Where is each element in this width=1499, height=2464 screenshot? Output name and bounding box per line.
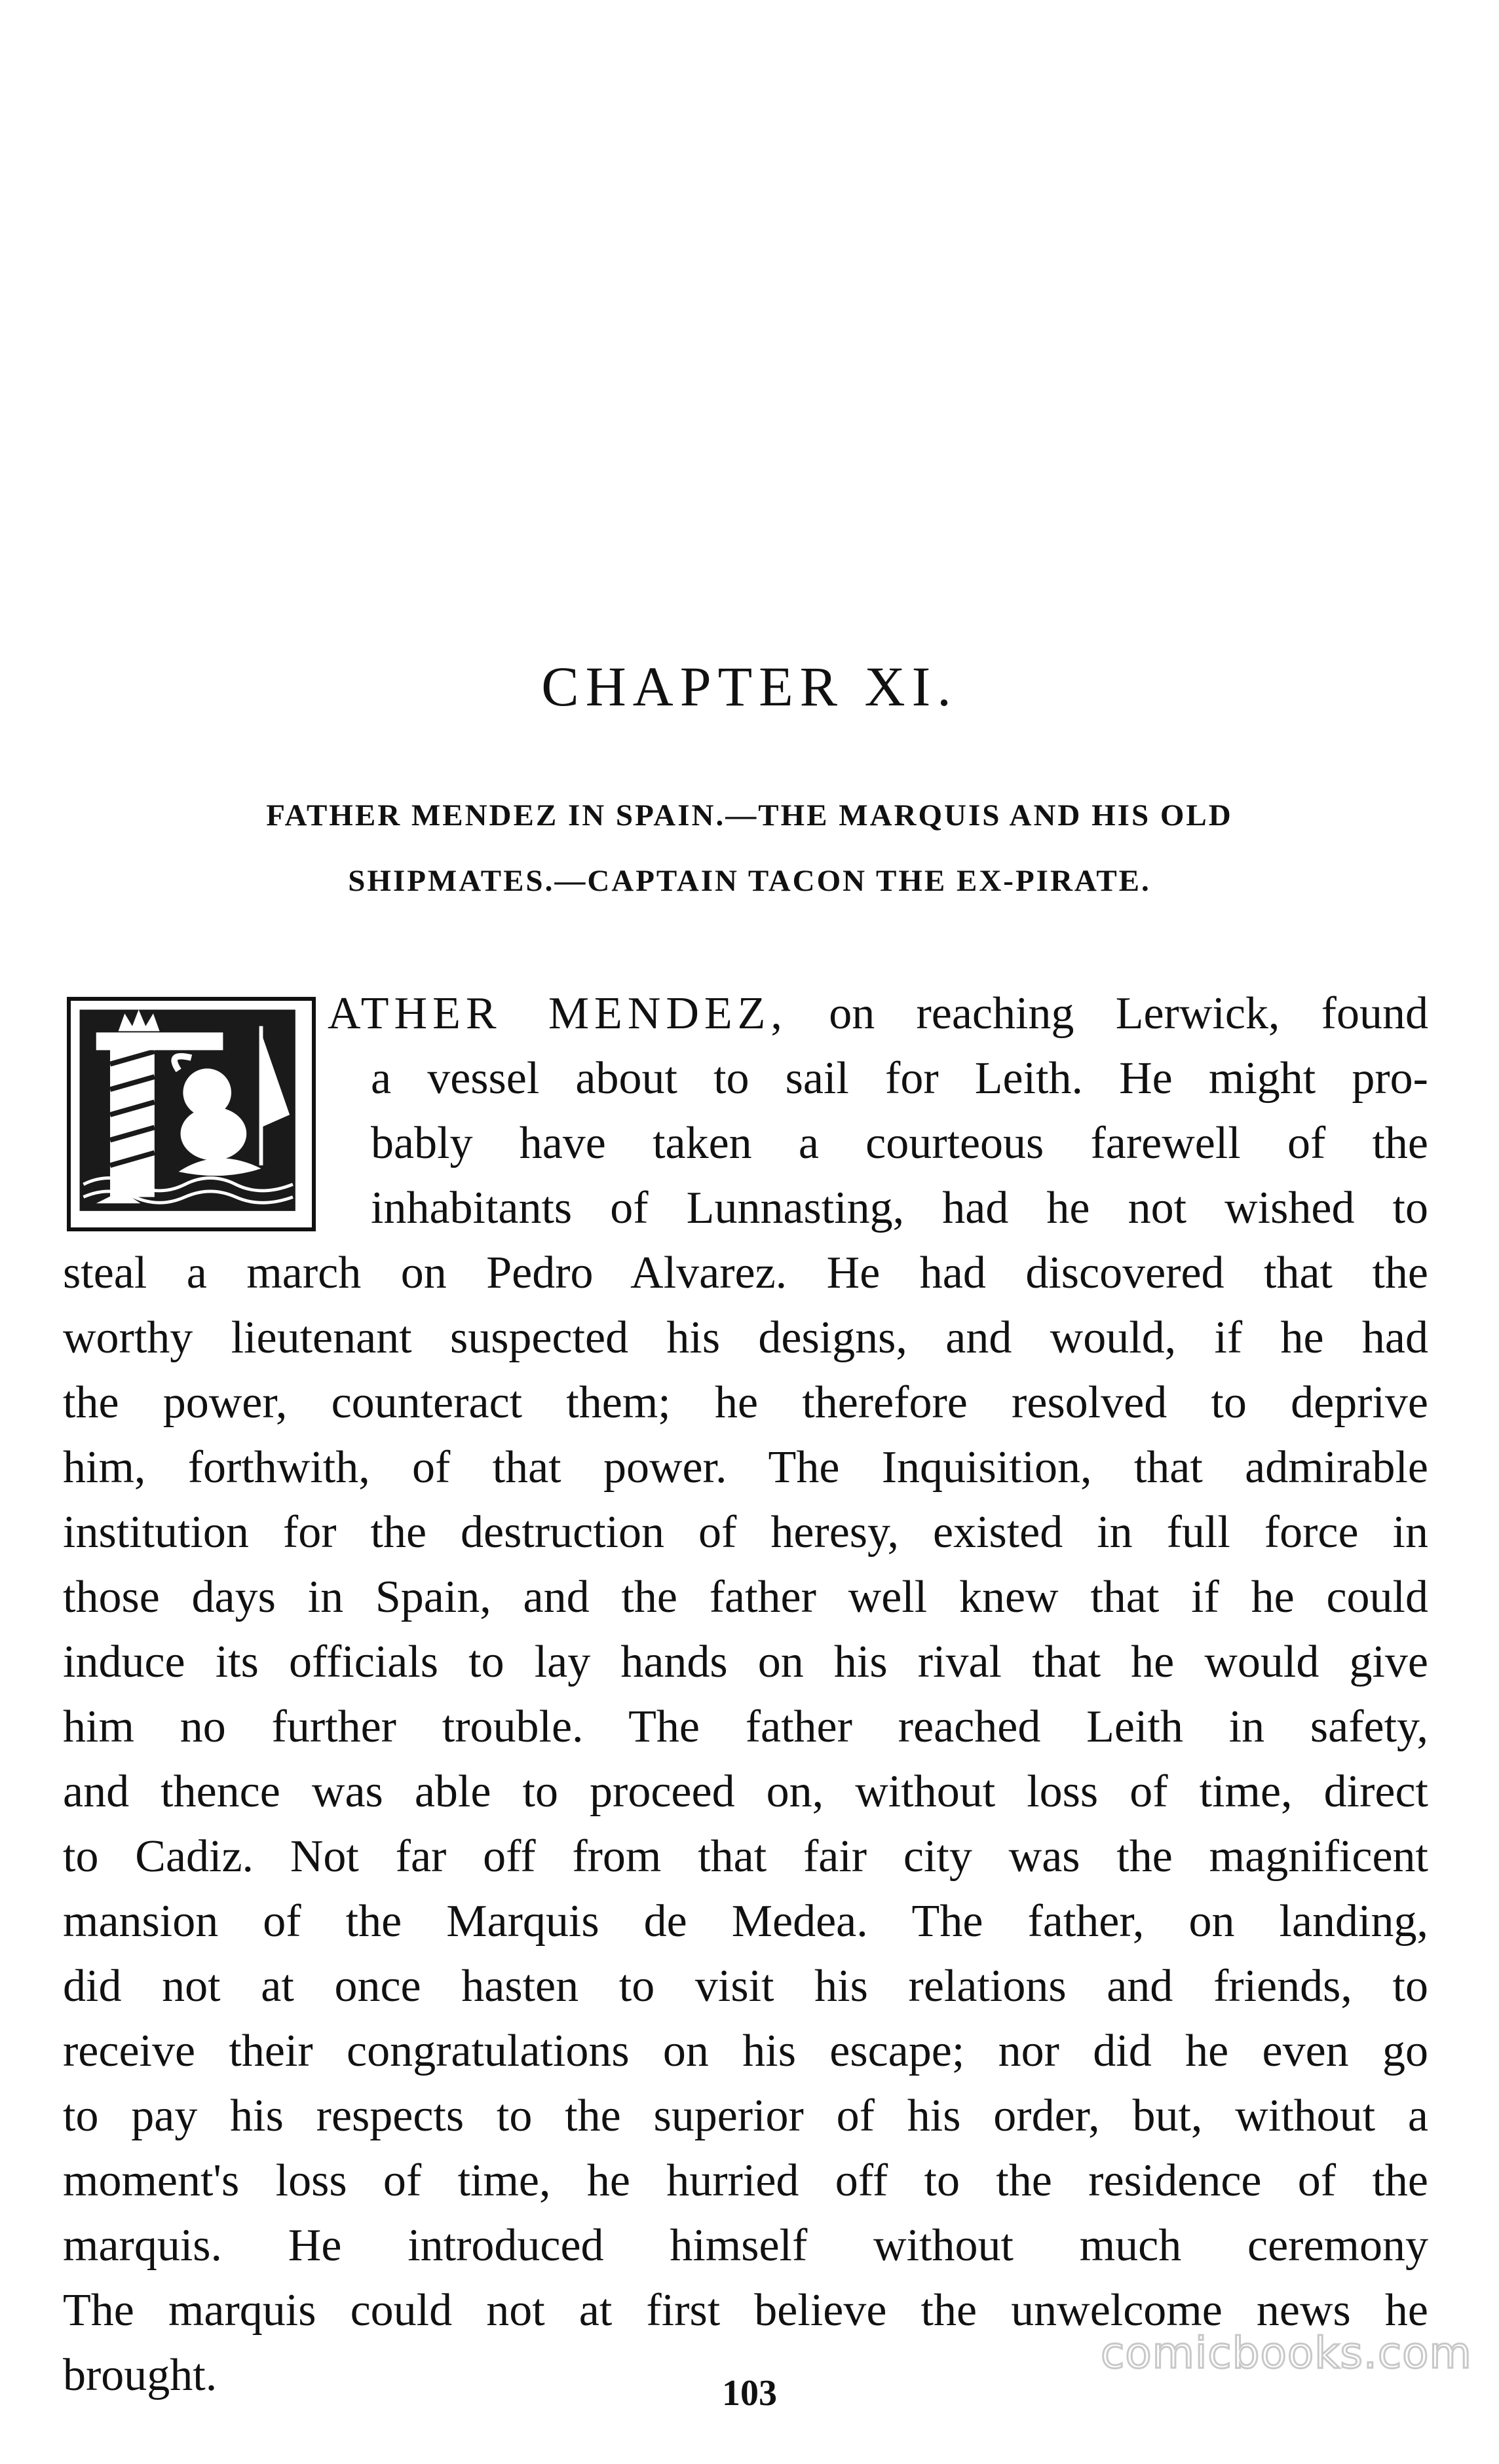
body-line: mansion of the Marquis de Medea. The father, on landing, — [63, 1896, 1428, 1947]
body-line-indented-3: inhabitants of Lunnasting, had he not wished to — [371, 1183, 1428, 1233]
body-line: institution for the destruction of heresy, existed in full force in — [63, 1507, 1428, 1558]
opening-caps: ATHER MENDEZ, — [328, 988, 787, 1039]
body-line: worthy lieutenant suspected his designs, and would, if he had — [63, 1313, 1428, 1363]
body-line: marquis. He introduced himself without much ceremony — [63, 2220, 1428, 2271]
body-line-1 — [328, 988, 1428, 1039]
body-line: steal a march on Pedro Alvarez. He had discovered that the — [63, 1248, 1428, 1298]
chapter-subtitle-line-1: FATHER MENDEZ IN SPAIN.—THE MARQUIS AND HIS OLD — [266, 798, 1233, 832]
body-line: the power, counteract them; he therefore resolved to deprive — [63, 1377, 1428, 1428]
watermark-logo: comicbooks.com — [1101, 2328, 1472, 2378]
page-number: 103 — [722, 2373, 777, 2414]
body-line-indented-2: bably have taken a courteous farewell of the — [371, 1118, 1428, 1168]
opening-rest: on reaching Lerwick, found — [787, 988, 1428, 1039]
body-line: to pay his respects to the superior of his order, but, without a — [63, 2091, 1428, 2141]
body-line: receive their congratulations on his escape; nor did he even go — [63, 2026, 1428, 2076]
body-line: him no further trouble. The father reached Leith in safety, — [63, 1702, 1428, 1752]
body-line: did not at once hasten to visit his relations and friends, to — [63, 1961, 1428, 2011]
body-line: and thence was able to proceed on, without loss of time, direct — [63, 1766, 1428, 1817]
body-line: those days in Spain, and the father well knew that if he could — [63, 1572, 1428, 1622]
body-line-last: brought. — [63, 2350, 218, 2400]
drop-cap-f-illustration — [67, 997, 316, 1231]
body-line: him, forthwith, of that power. The Inquisition, that admirable — [63, 1442, 1428, 1493]
chapter-title: CHAPTER XI. — [541, 655, 958, 718]
chapter-subtitle-line-2: SHIPMATES.—CAPTAIN TACON THE EX-PIRATE. — [348, 864, 1151, 898]
body-line: The marquis could not at first believe the unwelcome news he — [63, 2285, 1428, 2336]
body-line: moment's loss of time, he hurried off to the residence of the — [63, 2156, 1428, 2206]
body-line: induce its officials to lay hands on his rival that he would give — [63, 1637, 1428, 1687]
body-line-indented-1: a vessel about to sail for Leith. He might pro- — [371, 1053, 1428, 1104]
body-line: to Cadiz. Not far off from that fair city was the magnificent — [63, 1831, 1428, 1882]
